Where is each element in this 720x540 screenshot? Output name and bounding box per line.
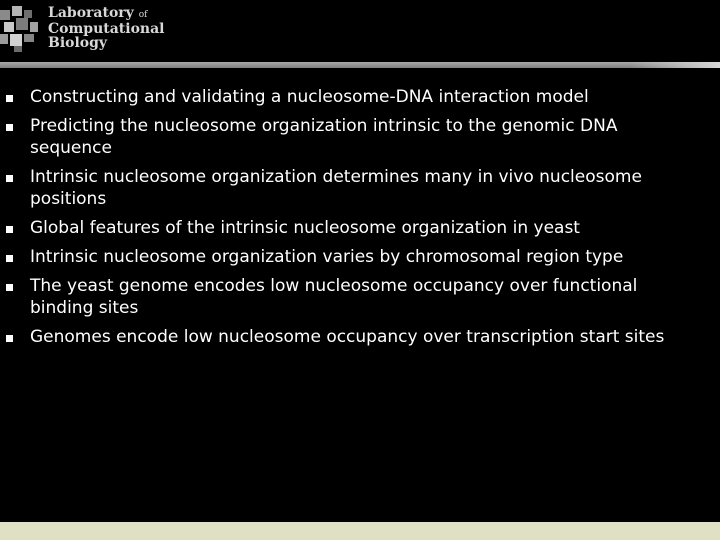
bullet-square-icon	[6, 335, 13, 342]
bullet-square-icon	[6, 284, 13, 291]
lab-logo-icon	[0, 4, 44, 52]
bullet-text: Constructing and validating a nucleosome-DNA interaction model	[30, 87, 589, 107]
bullet-item	[0, 324, 700, 350]
header-rule	[0, 62, 720, 68]
slide-header	[0, 0, 720, 62]
bullet-text: sequence	[30, 138, 112, 158]
bullet-square-icon	[6, 175, 13, 182]
footer-bar	[0, 522, 720, 540]
logo-line-1: Laboratory	[48, 5, 134, 21]
header-rule-highlight	[630, 62, 720, 68]
bullet-item	[0, 113, 700, 161]
lab-logo-text	[48, 6, 165, 50]
bullet-text: Global features of the intrinsic nucleosome organization in yeast	[30, 218, 580, 238]
bullet-square-icon	[6, 226, 13, 233]
bullet-text: positions	[30, 189, 107, 209]
bullet-item	[0, 244, 700, 270]
logo-of: of	[138, 10, 148, 20]
bullet-text: binding sites	[30, 298, 139, 318]
bullet-list	[0, 84, 700, 353]
bullet-square-icon	[6, 95, 13, 102]
bullet-item	[0, 215, 700, 241]
logo-line-2: Computational	[48, 21, 165, 37]
logo-line-3: Biology	[48, 35, 108, 51]
bullet-text: The yeast genome encodes low nucleosome occupancy over functional	[30, 276, 638, 296]
bullet-text: Predicting the nucleosome organization intrinsic to the genomic DNA	[30, 116, 618, 136]
bullet-item	[0, 164, 700, 212]
bullet-text: Intrinsic nucleosome organization determines many in vivo nucleosome	[30, 167, 642, 187]
bullet-item	[0, 84, 700, 110]
bullet-item	[0, 273, 700, 321]
bullet-square-icon	[6, 255, 13, 262]
bullet-square-icon	[6, 124, 13, 131]
bullet-text: Genomes encode low nucleosome occupancy over transcription start sites	[30, 327, 665, 347]
bullet-text: Intrinsic nucleosome organization varies by chromosomal region type	[30, 247, 624, 267]
